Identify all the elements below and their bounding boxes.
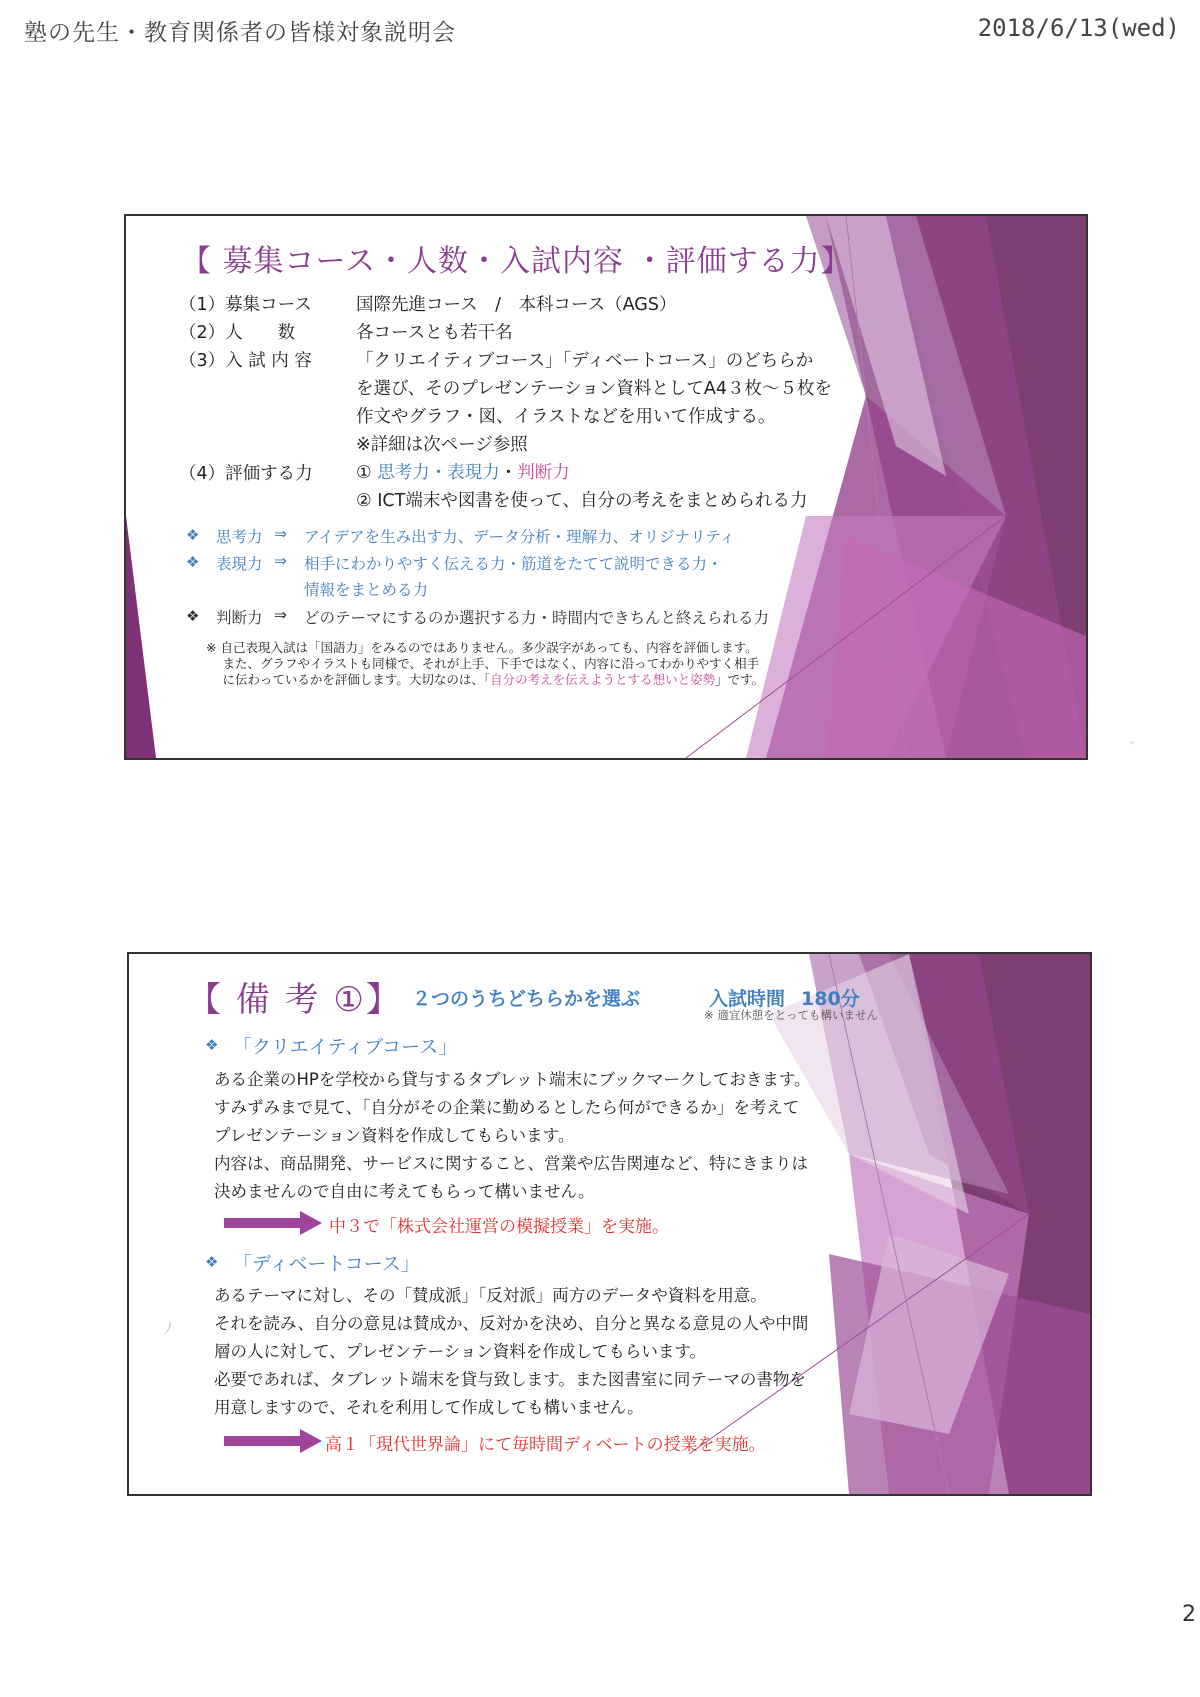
bullet-arrow: ⇒ <box>274 525 287 543</box>
course2-line: 用意しますので、それを利用して作成しても構いません。 <box>214 1398 644 1417</box>
diamond-bullet-icon: ❖ <box>205 1253 219 1271</box>
bullet-text-judgment: どのテーマにするのか選択する力・時間内できちんと終えられる力 <box>304 609 770 627</box>
document-header-date: 2018/6/13(wed) <box>977 14 1180 42</box>
choose-one-heading: ２つのうちどちらかを選ぶ <box>412 988 641 1010</box>
slide-1 <box>124 214 1088 760</box>
right-arrow-icon <box>224 1210 324 1236</box>
right-arrow-icon <box>224 1428 324 1454</box>
course1-line: 内容は、商品開発、サービスに関すること、営業や広告関連など、特にきまりは <box>214 1154 808 1173</box>
course1-result: 中３で「株式会社運営の模擬授業」を実施。 <box>329 1217 669 1237</box>
skill-thinking-expression: 思考力・表現力 <box>377 463 500 483</box>
row-value-exam-cont-1: を選び、そのプレゼンテーション資料としてA4３枚～５枚を <box>356 379 833 399</box>
bullet-arrow: ⇒ <box>274 552 287 570</box>
row-label-number: （2）人 数 <box>179 323 296 343</box>
skill-separator: ・ <box>499 463 518 483</box>
row-value-evaluation-2: ② ICT端末や図書を使って、自分の考えをまとめられる力 <box>356 491 808 511</box>
course2-line: あるテーマに対し、その「賛成派」「反対派」両方のデータや資料を用意。 <box>214 1286 767 1305</box>
row-label-evaluation: （4）評価する力 <box>179 464 313 484</box>
scan-mark: ﾉ <box>165 1321 172 1337</box>
course1-line: ある企業のHPを学校から貸与するタブレット端末にブックマークしておきます。 <box>214 1070 811 1089</box>
row-value-exam: 「クリエイティブコース」「ディベートコース」のどちらか <box>356 351 814 371</box>
diamond-bullet-icon: ❖ <box>205 1036 219 1054</box>
circle-number-1: ① <box>356 463 372 483</box>
row-value-exam-cont-2: 作文やグラフ・図、イラストなどを用いて作成する。 <box>356 407 776 427</box>
bullet-name-thinking: 思考力 <box>216 528 263 546</box>
bullet-name-judgment: 判断力 <box>216 609 263 627</box>
course2-result: 高１「現代世界論」にて毎時間ディベートの授業を実施。 <box>325 1435 766 1455</box>
course1-line: すみずみまで見て、「自分がその企業に勤めるとしたら何ができるか」を考えて <box>214 1098 800 1117</box>
exam-time-value: 180分 <box>801 988 860 1010</box>
bullet-text-expression-cont: 情報をまとめる力 <box>304 581 429 599</box>
row-label-course: （1）募集コース <box>179 295 312 315</box>
course1-line: 決めませんので自由に考えてもらって構いません。 <box>214 1182 595 1201</box>
skill-judgment: 判断力 <box>517 463 570 483</box>
diamond-bullet-icon: ❖ <box>186 526 200 544</box>
exam-time-note: ※ 適宜休憩をとっても構いません <box>704 1008 879 1022</box>
row-value-exam-cont-3: ※詳細は次ページ参照 <box>356 435 528 455</box>
row-value-number: 各コースとも若干名 <box>356 323 513 343</box>
diamond-bullet-icon: ❖ <box>186 553 200 571</box>
note-line-1: ※ 自己表現入試は「国語力」をみるのではありません。多少誤字があっても、内容を評価します。 <box>206 640 758 655</box>
scan-mark: ﾞ <box>1130 741 1137 757</box>
row-label-exam: （3）入 試 内 容 <box>179 351 312 371</box>
bullet-text-thinking: アイデアを生み出す力、データ分析・理解力、オリジナリティ <box>304 528 736 546</box>
bullet-text-expression: 相手にわかりやすく伝える力・筋道をたてて説明できる力・ <box>304 555 723 573</box>
course1-title: 「クリエイティブコース」 <box>233 1036 458 1058</box>
note-line-2: また、グラフやイラストも同様で、それが上手、下手ではなく、内容に沿ってわかりやすく相手 <box>206 656 760 671</box>
course1-line: プレゼンテーション資料を作成してもらいます。 <box>214 1126 575 1145</box>
slide-2 <box>127 952 1092 1496</box>
bullet-arrow: ⇒ <box>274 606 287 624</box>
slide-2-title: 【 備 考 ①】 <box>187 980 402 1020</box>
course2-line: それを読み、自分の意見は賛成か、反対かを決め、自分と異なる意見の人や中間 <box>214 1314 809 1333</box>
course2-line: 層の人に対して、プレゼンテーション資料を作成してもらいます。 <box>214 1342 707 1361</box>
diamond-bullet-icon: ❖ <box>186 607 200 625</box>
row-value-evaluation-1 <box>356 459 570 484</box>
course2-title: 「ディベートコース」 <box>233 1253 420 1275</box>
note-emphasis: 自分の考えを伝えようとする想いと姿勢 <box>490 672 716 687</box>
course2-line: 必要であれば、タブレット端末を貸与致します。また図書室に同テーマの書物を <box>214 1370 806 1389</box>
bullet-name-expression: 表現力 <box>216 555 263 573</box>
row-value-course: 国際先進コース / 本科コース（AGS） <box>356 295 677 315</box>
slide-1-title: 【 募集コース・人数・入試内容 ・評価する力】 <box>181 244 852 279</box>
note-line-3: に伝わっているかを評価します。大切なのは、「自分の考えを伝えようとする想いと姿勢」です。 <box>206 672 765 687</box>
exam-time-label: 入試時間 <box>709 988 786 1010</box>
document-header-title: 塾の先生・教育関係者の皆様対象説明会 <box>24 20 456 46</box>
page-number: 2 <box>1182 1602 1196 1627</box>
